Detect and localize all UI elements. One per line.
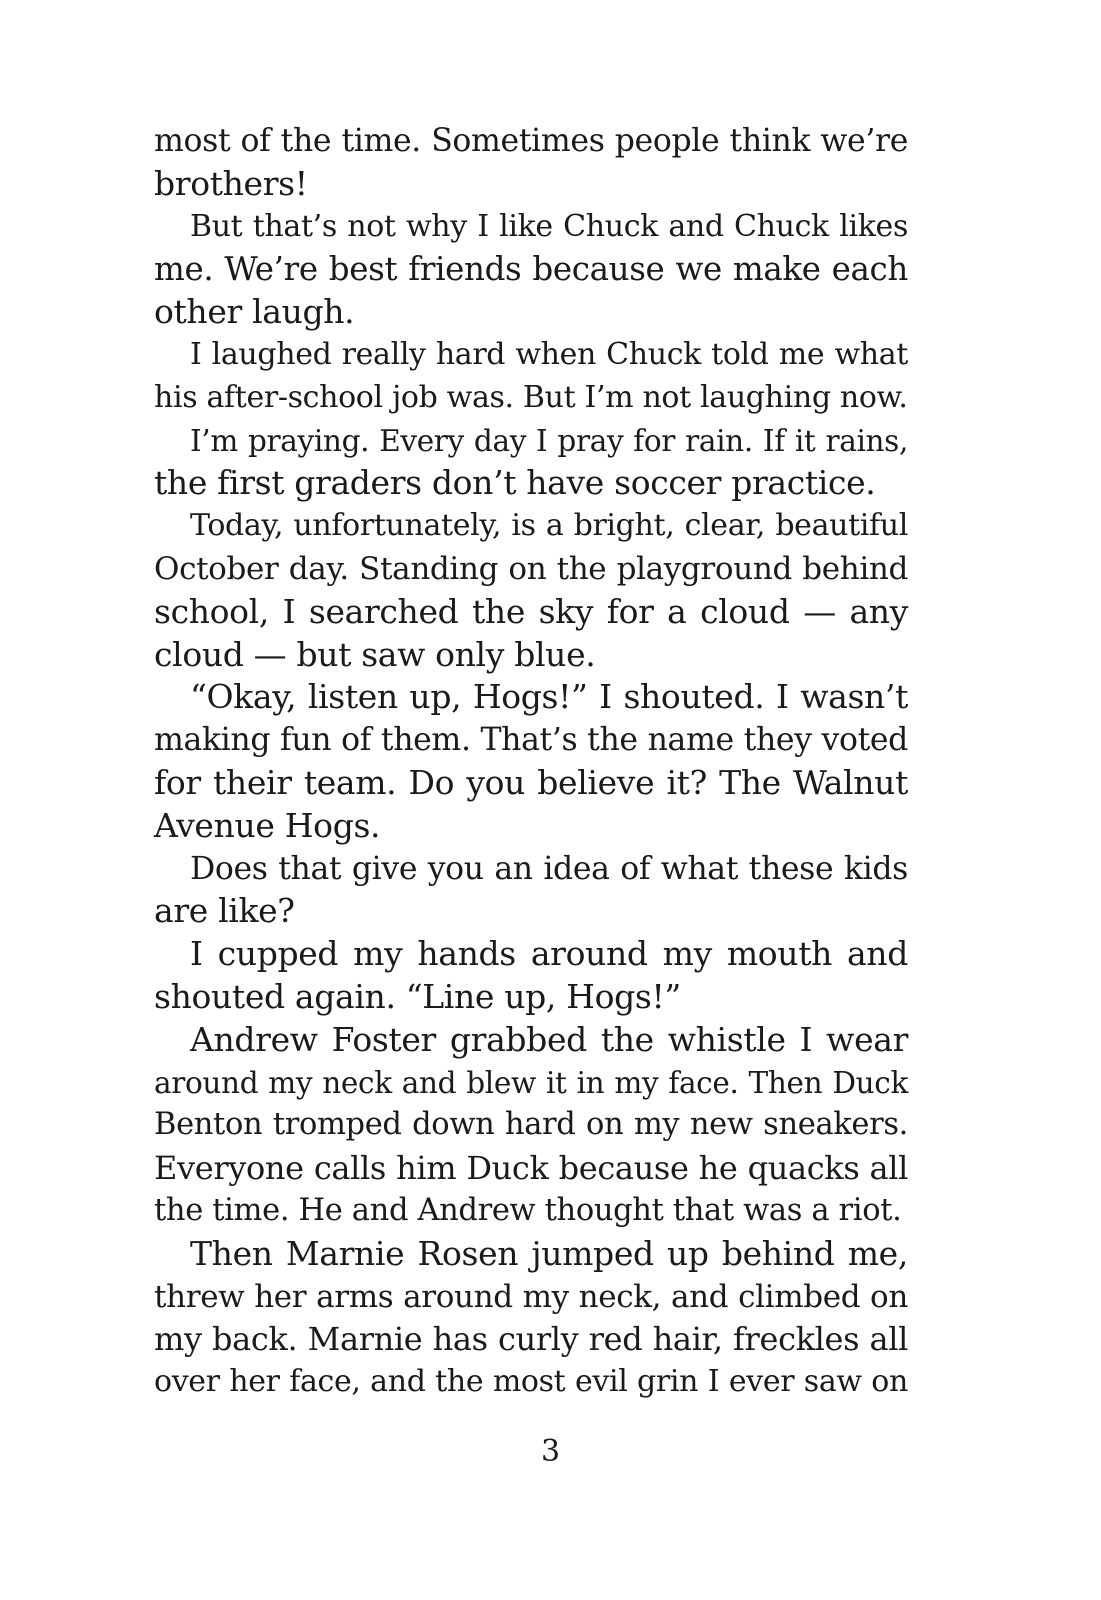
text-line: shouted again. “Line up, Hogs!”: [154, 976, 681, 1016]
text-line: the time. He and Andrew thought that was a riot.: [154, 1192, 902, 1228]
text-line: October day. Standing on the playground behind: [154, 550, 908, 587]
text-line: Andrew Foster grabbed the whistle I wear: [190, 1019, 908, 1059]
text-line: his after-school job was. But I’m not laughing now.: [154, 379, 908, 415]
text-line: me. We’re best friends because we make each: [154, 250, 908, 289]
text-line: Does that give you an idea of what these kids: [190, 850, 908, 887]
text-line: for their team. Do you believe it? The Walnut: [154, 762, 908, 802]
text-line: Then Marnie Rosen jumped up behind me,: [190, 1233, 908, 1273]
text-line: brothers!: [154, 163, 308, 203]
book-page-body: [154, 120, 908, 1404]
text-line: threw her arms around my neck, and climbed on: [154, 1278, 908, 1315]
text-line: Today, unfortunately, is a bright, clear, beautiful: [190, 508, 908, 544]
text-line: over her face, and the most evil grin I ever saw on: [154, 1364, 908, 1400]
text-line: But that’s not why I like Chuck and Chuck likes: [190, 208, 908, 244]
text-line: most of the time. Sometimes people think we’re: [154, 123, 908, 159]
text-line: other laugh.: [154, 292, 355, 332]
page-number: 3: [540, 1434, 561, 1469]
text-line: school, I searched the sky for a cloud — any: [154, 591, 908, 631]
text-line: are like?: [154, 891, 295, 931]
text-line: “Okay, listen up, Hogs!” I shouted. I wasn’t: [190, 677, 908, 717]
text-line: Everyone calls him Duck because he quacks all: [154, 1149, 908, 1188]
text-line: I’m praying. Every day I pray for rain. If it rains,: [190, 423, 908, 458]
text-line: around my neck and blew it in my face. Then Duck: [154, 1065, 908, 1100]
text-line: Avenue Hogs.: [154, 805, 381, 845]
text-line: cloud — but saw only blue.: [154, 634, 596, 674]
text-line: making fun of them. That’s the name they voted: [154, 722, 908, 759]
text-line: the first graders don’t have soccer practice.: [154, 463, 876, 503]
text-line: I laughed really hard when Chuck told me what: [190, 336, 908, 372]
text-line: I cupped my hands around my mouth and: [190, 934, 908, 974]
text-line: Benton tromped down hard on my new sneakers.: [154, 1107, 908, 1143]
text-line: my back. Marnie has curly red hair, freckles all: [154, 1320, 908, 1359]
